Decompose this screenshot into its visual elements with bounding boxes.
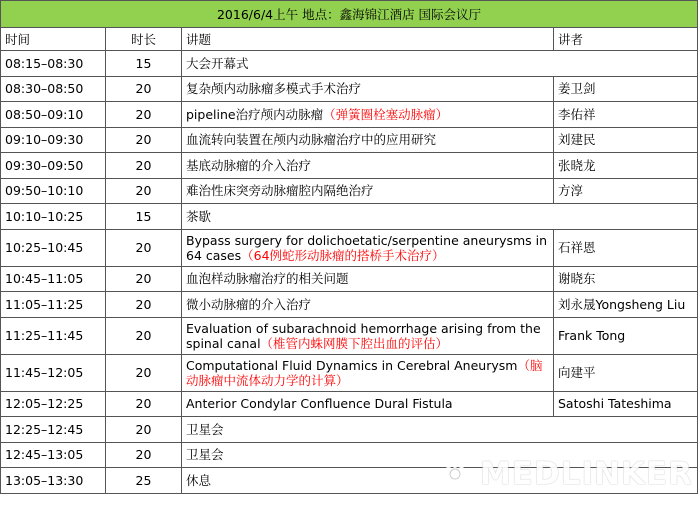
duration-cell: 20 bbox=[106, 292, 182, 318]
table-row bbox=[1, 229, 698, 266]
topic-text: 茶歇 bbox=[186, 208, 212, 224]
duration-cell: 20 bbox=[106, 417, 182, 443]
topic-note: （64例蛇形动脉瘤的搭桥手术治疗） bbox=[241, 247, 445, 263]
table-row bbox=[1, 76, 698, 102]
topic-text: 难治性床突旁动脉瘤腔内隔绝治疗 bbox=[186, 183, 374, 199]
speaker-cell: 刘永晟Yongsheng Liu bbox=[554, 292, 698, 318]
speaker-cell: 方淳 bbox=[554, 178, 698, 204]
time-cell: 13:05–13:30 bbox=[1, 468, 106, 494]
topic-cell bbox=[182, 178, 554, 204]
topic-text: 复杂颅内动脉瘤多模式手术治疗 bbox=[186, 81, 362, 97]
header-speaker: 讲者 bbox=[554, 28, 698, 51]
topic-cell bbox=[182, 204, 698, 230]
topic-text: pipeline治疗颅内动脉瘤 bbox=[186, 106, 324, 122]
time-cell: 08:50–09:10 bbox=[1, 102, 106, 128]
topic-note: （脑动脉瘤中流体动力学的计算） bbox=[186, 357, 543, 388]
watermark-text: MEDLINKER bbox=[479, 456, 693, 492]
topic-cell bbox=[182, 391, 554, 417]
duration-cell: 20 bbox=[106, 354, 182, 391]
duration-cell: 20 bbox=[106, 391, 182, 417]
topic-cell bbox=[182, 354, 554, 391]
duration-cell: 25 bbox=[106, 468, 182, 494]
title-row bbox=[1, 1, 698, 28]
topic-text: Anterior Condylar Confluence Dural Fistula bbox=[186, 396, 453, 412]
time-cell: 12:45–13:05 bbox=[1, 442, 106, 468]
topic-text: 卫星会 bbox=[186, 447, 224, 463]
topic-text: 基底动脉瘤的介入治疗 bbox=[186, 157, 312, 173]
topic-cell bbox=[182, 229, 554, 266]
time-cell: 12:25–12:45 bbox=[1, 417, 106, 443]
table-row bbox=[1, 468, 698, 494]
speaker-cell: Frank Tong bbox=[554, 317, 698, 354]
speaker-cell: 刘建民 bbox=[554, 127, 698, 153]
table-row bbox=[1, 266, 698, 292]
duration-cell: 20 bbox=[106, 102, 182, 128]
table-row bbox=[1, 417, 698, 443]
time-cell: 11:05–11:25 bbox=[1, 292, 106, 318]
duration-cell: 20 bbox=[106, 153, 182, 179]
speaker-cell: Satoshi Tateshima bbox=[554, 391, 698, 417]
topic-cell bbox=[182, 266, 554, 292]
time-cell: 11:45–12:05 bbox=[1, 354, 106, 391]
topic-cell bbox=[182, 442, 698, 468]
schedule-body bbox=[1, 1, 698, 494]
time-cell: 10:10–10:25 bbox=[1, 204, 106, 230]
time-cell: 12:05–12:25 bbox=[1, 391, 106, 417]
header-duration: 时长 bbox=[106, 28, 182, 51]
time-cell: 09:50–10:10 bbox=[1, 178, 106, 204]
time-cell: 09:30–09:50 bbox=[1, 153, 106, 179]
duration-cell: 20 bbox=[106, 317, 182, 354]
duration-cell: 20 bbox=[106, 229, 182, 266]
topic-cell bbox=[182, 153, 554, 179]
topic-cell bbox=[182, 51, 698, 77]
topic-text: Bypass surgery for dolichoetatic/serpentine aneurysms in 64 cases bbox=[186, 232, 548, 263]
topic-cell bbox=[182, 317, 554, 354]
time-cell: 11:25–11:45 bbox=[1, 317, 106, 354]
schedule-title: 2016/6/4上午 地点：鑫海锦江酒店 国际会议厅 bbox=[1, 1, 698, 28]
table-row bbox=[1, 442, 698, 468]
header-row bbox=[1, 28, 698, 51]
speaker-cell: 石祥恩 bbox=[554, 229, 698, 266]
duration-cell: 15 bbox=[106, 204, 182, 230]
topic-cell bbox=[182, 127, 554, 153]
table-row bbox=[1, 102, 698, 128]
topic-text: Computational Fluid Dynamics in Cerebral Aneurysm bbox=[186, 357, 518, 373]
table-row bbox=[1, 204, 698, 230]
time-cell: 08:15–08:30 bbox=[1, 51, 106, 77]
time-cell: 09:10–09:30 bbox=[1, 127, 106, 153]
table-row bbox=[1, 178, 698, 204]
speaker-cell: 姜卫剑 bbox=[554, 76, 698, 102]
topic-cell bbox=[182, 102, 554, 128]
table-row bbox=[1, 153, 698, 179]
duration-cell: 20 bbox=[106, 442, 182, 468]
table-row bbox=[1, 354, 698, 391]
table-row bbox=[1, 127, 698, 153]
topic-cell bbox=[182, 468, 698, 494]
topic-text: Evaluation of subarachnoid hemorrhage arising from the spinal canal bbox=[186, 320, 541, 351]
duration-cell: 15 bbox=[106, 51, 182, 77]
topic-text: 微小动脉瘤的介入治疗 bbox=[186, 296, 312, 312]
table-row bbox=[1, 391, 698, 417]
time-cell: 10:25–10:45 bbox=[1, 229, 106, 266]
speaker-cell: 李佑祥 bbox=[554, 102, 698, 128]
time-cell: 08:30–08:50 bbox=[1, 76, 106, 102]
topic-cell bbox=[182, 292, 554, 318]
topic-note: （椎管内蛛网膜下腔出血的评估） bbox=[260, 335, 449, 351]
table-row bbox=[1, 292, 698, 318]
speaker-cell: 向建平 bbox=[554, 354, 698, 391]
duration-cell: 20 bbox=[106, 127, 182, 153]
table-row bbox=[1, 317, 698, 354]
table-row bbox=[1, 51, 698, 77]
topic-text: 休息 bbox=[186, 472, 212, 488]
speaker-cell: 谢晓东 bbox=[554, 266, 698, 292]
header-topic: 讲题 bbox=[182, 28, 554, 51]
topic-cell bbox=[182, 417, 698, 443]
time-cell: 10:45–11:05 bbox=[1, 266, 106, 292]
speaker-cell: 张晓龙 bbox=[554, 153, 698, 179]
topic-note: （弹簧圈栓塞动脉瘤） bbox=[323, 106, 449, 122]
duration-cell: 20 bbox=[106, 266, 182, 292]
duration-cell: 20 bbox=[106, 178, 182, 204]
topic-cell bbox=[182, 76, 554, 102]
topic-text: 血流转向装置在颅内动脉瘤治疗中的应用研究 bbox=[186, 132, 437, 148]
duration-cell: 20 bbox=[106, 76, 182, 102]
topic-text: 大会开幕式 bbox=[186, 55, 249, 71]
header-time: 时间 bbox=[1, 28, 106, 51]
topic-text: 血泡样动脉瘤治疗的相关问题 bbox=[186, 271, 349, 287]
topic-text: 卫星会 bbox=[186, 421, 224, 437]
